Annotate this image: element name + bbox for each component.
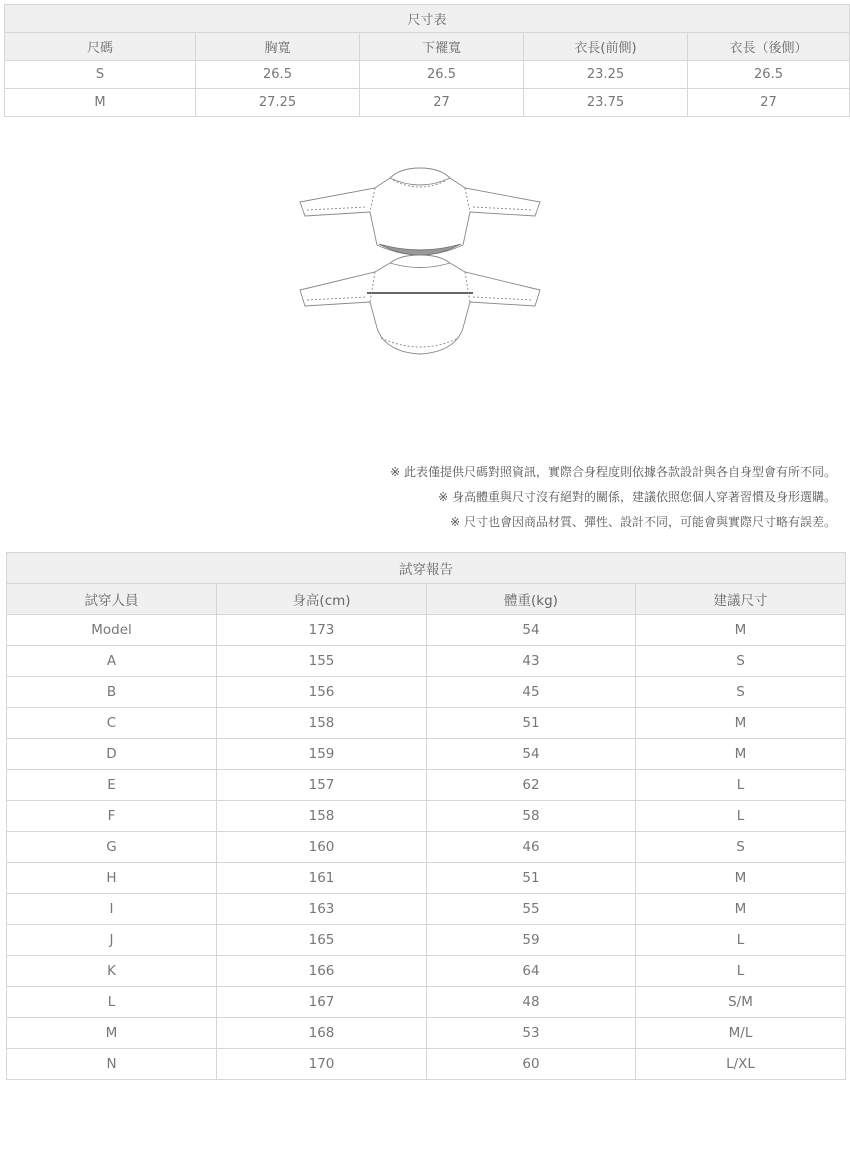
table-cell: S [636, 677, 846, 708]
header-size: 尺碼 [5, 33, 196, 61]
fit-table-title: 試穿報告 [7, 553, 846, 584]
fit-report-table [6, 552, 846, 1080]
table-cell: 158 [217, 708, 427, 739]
header-chest-width: 胸寬 [196, 33, 360, 61]
table-row [7, 739, 846, 770]
table-cell: E [7, 770, 217, 801]
table-cell: L [636, 925, 846, 956]
table-cell: 55 [427, 894, 636, 925]
table-row [7, 1049, 846, 1080]
table-cell: M [7, 1018, 217, 1049]
table-cell: 51 [427, 863, 636, 894]
table-cell: M [636, 615, 846, 646]
table-cell: 60 [427, 1049, 636, 1080]
size-table-title: 尺寸表 [5, 5, 850, 33]
table-row [7, 863, 846, 894]
table-cell: M [636, 894, 846, 925]
table-cell: L [7, 987, 217, 1018]
table-row [7, 615, 846, 646]
table-cell: Model [7, 615, 217, 646]
table-cell: L [636, 801, 846, 832]
table-cell: A [7, 646, 217, 677]
table-row [7, 832, 846, 863]
table-cell: 166 [217, 956, 427, 987]
table-row [7, 1018, 846, 1049]
table-cell: 48 [427, 987, 636, 1018]
table-cell: 167 [217, 987, 427, 1018]
header-height: 身高(cm) [217, 584, 427, 615]
table-cell: K [7, 956, 217, 987]
table-cell: M/L [636, 1018, 846, 1049]
table-cell: M [636, 708, 846, 739]
table-cell: 155 [217, 646, 427, 677]
table-cell: 58 [427, 801, 636, 832]
table-row [7, 925, 846, 956]
table-cell: 27 [688, 89, 850, 117]
table-cell: 158 [217, 801, 427, 832]
table-cell: M [636, 863, 846, 894]
table-row [7, 801, 846, 832]
table-cell: 26.5 [360, 61, 524, 89]
table-cell: 27.25 [196, 89, 360, 117]
table-cell: 26.5 [688, 61, 850, 89]
table-row [7, 894, 846, 925]
table-cell: L [636, 770, 846, 801]
table-cell: 168 [217, 1018, 427, 1049]
table-row [7, 956, 846, 987]
table-cell: 157 [217, 770, 427, 801]
table-cell: 160 [217, 832, 427, 863]
header-recommended-size: 建議尺寸 [636, 584, 846, 615]
table-cell: 53 [427, 1018, 636, 1049]
table-row [5, 89, 850, 117]
garment-front [300, 168, 540, 255]
table-cell: M [636, 739, 846, 770]
size-notes [390, 460, 836, 535]
table-cell: S [636, 832, 846, 863]
header-weight: 體重(kg) [427, 584, 636, 615]
table-cell: L/XL [636, 1049, 846, 1080]
table-cell: L [636, 956, 846, 987]
table-row [7, 646, 846, 677]
table-cell: D [7, 739, 217, 770]
header-tester: 試穿人員 [7, 584, 217, 615]
table-cell: G [7, 832, 217, 863]
table-cell: 159 [217, 739, 427, 770]
table-cell: B [7, 677, 217, 708]
table-cell: S [636, 646, 846, 677]
table-cell: 161 [217, 863, 427, 894]
table-cell: 156 [217, 677, 427, 708]
table-cell: 54 [427, 739, 636, 770]
table-cell: 163 [217, 894, 427, 925]
table-cell: 59 [427, 925, 636, 956]
fit-table-body [7, 615, 846, 1080]
table-cell: 54 [427, 615, 636, 646]
table-cell: M [5, 89, 196, 117]
table-cell: H [7, 863, 217, 894]
table-cell: 23.25 [524, 61, 688, 89]
table-row [7, 677, 846, 708]
table-cell: S [5, 61, 196, 89]
table-cell: 170 [217, 1049, 427, 1080]
garment-back [300, 255, 540, 354]
table-row [5, 61, 850, 89]
table-cell: 173 [217, 615, 427, 646]
header-length-front: 衣長(前側) [524, 33, 688, 61]
table-cell: S/M [636, 987, 846, 1018]
table-cell: 23.75 [524, 89, 688, 117]
table-row [7, 770, 846, 801]
header-hem-width: 下襬寬 [360, 33, 524, 61]
table-cell: 43 [427, 646, 636, 677]
size-table [4, 4, 850, 117]
table-cell: 27 [360, 89, 524, 117]
note-line: ※ 身高體重與尺寸沒有絕對的關係，建議依照您個人穿著習慣及身形選購。 [438, 490, 836, 504]
table-cell: I [7, 894, 217, 925]
garment-sketch [295, 160, 545, 360]
table-cell: F [7, 801, 217, 832]
table-cell: 46 [427, 832, 636, 863]
table-cell: J [7, 925, 217, 956]
table-cell: 62 [427, 770, 636, 801]
table-cell: 45 [427, 677, 636, 708]
table-row [7, 987, 846, 1018]
table-cell: 165 [217, 925, 427, 956]
table-cell: 26.5 [196, 61, 360, 89]
note-line: ※ 此表僅提供尺碼對照資訊，實際合身程度則依據各款設計與各自身型會有所不同。 [390, 465, 836, 479]
table-row [7, 708, 846, 739]
header-length-back: 衣長（後側） [688, 33, 850, 61]
table-cell: N [7, 1049, 217, 1080]
table-cell: 51 [427, 708, 636, 739]
note-line: ※ 尺寸也會因商品材質、彈性、設計不同，可能會與實際尺寸略有誤差。 [450, 515, 836, 529]
table-cell: C [7, 708, 217, 739]
table-cell: 64 [427, 956, 636, 987]
